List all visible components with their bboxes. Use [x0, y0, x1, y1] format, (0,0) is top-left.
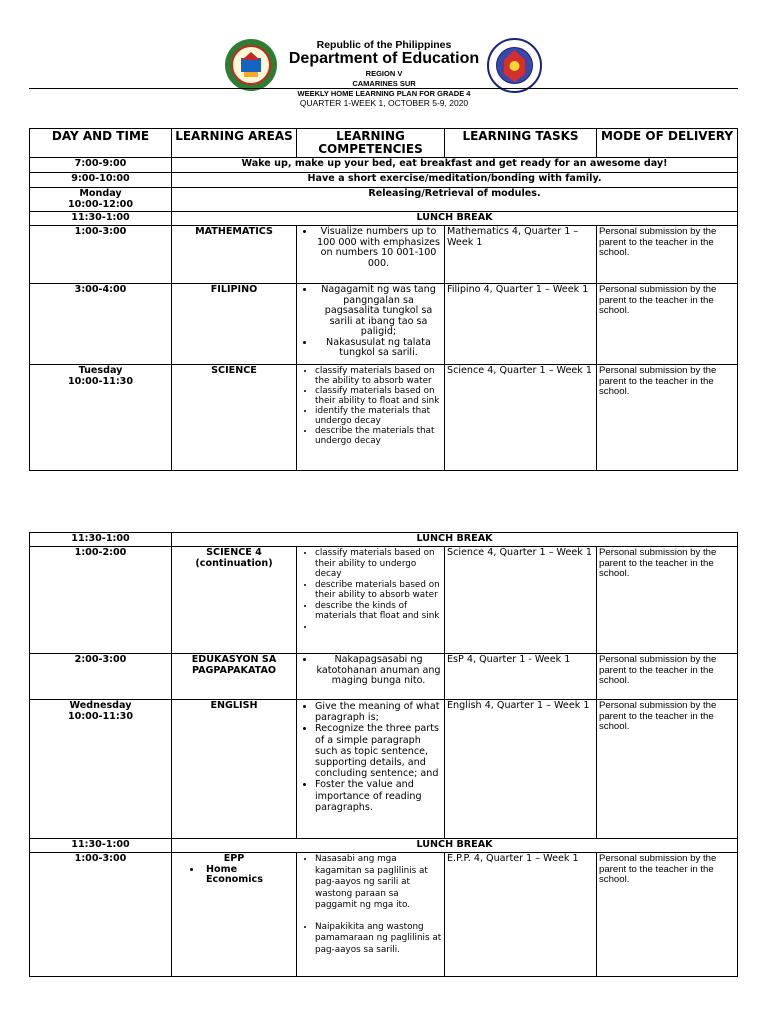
time-cell: 9:00-10:00 — [30, 173, 172, 188]
area-label: EPP — [223, 853, 245, 864]
time-cell: 11:30-1:00 — [30, 839, 172, 853]
table-row — [30, 853, 738, 977]
competency-item: • Nasasabi ang mga kagamitan sa paglilinis at pag-aayos ng sarili at wastong paraan sa paggamit ng mga ito. — [315, 854, 442, 912]
competency-item: • Give the meaning of what paragraph is; — [315, 701, 442, 723]
competency-cell — [297, 284, 445, 365]
competency-item: • Nakasusulat ng talata tungkol sa sarili. — [315, 338, 442, 359]
task-cell: Filipino 4, Quarter 1 – Week 1 — [445, 284, 597, 365]
area-sublabel: (continuation) — [195, 557, 273, 569]
task-cell: English 4, Quarter 1 – Week 1 — [445, 700, 597, 839]
mode-cell: Personal submission by the parent to the teacher in the school. — [597, 853, 738, 977]
competency-cell — [297, 654, 445, 700]
time-cell: 2:00-3:00 — [30, 654, 172, 700]
area-sublabel: PAGPAPAKATAO — [191, 664, 277, 676]
day-time-cell — [30, 700, 172, 839]
empty-bullet-list — [299, 622, 442, 633]
time-cell: 1:00-3:00 — [30, 853, 172, 977]
competency-cell — [297, 226, 445, 284]
area-sublabel: • Home Economics — [202, 865, 294, 886]
competency-item: • classify materials based on their ability to undergo decay — [315, 548, 442, 580]
republic-line: Republic of the Philippines — [316, 39, 452, 51]
table-row — [30, 547, 738, 654]
table-row — [30, 284, 738, 365]
area-label: SCIENCE 4 — [206, 547, 262, 558]
table-row — [30, 700, 738, 839]
task-cell: EsP 4, Quarter 1 - Week 1 — [445, 654, 597, 700]
weekly-plan-table-1 — [29, 128, 738, 471]
task-cell: E.P.P. 4, Quarter 1 – Week 1 — [445, 853, 597, 977]
mode-cell: Personal submission by the parent to the teacher in the school. — [597, 284, 738, 365]
task-cell: Science 4, Quarter 1 – Week 1 — [445, 547, 597, 654]
mode-cell: Personal submission by the parent to the teacher in the school. — [597, 547, 738, 654]
plan-title: WEEKLY HOME LEARNING PLAN FOR GRADE 4 — [297, 89, 471, 98]
col-competencies: LEARNING COMPETENCIES — [297, 129, 445, 158]
learning-area-cell — [172, 547, 297, 654]
time-cell: 3:00-4:00 — [30, 284, 172, 365]
competency-item: • Foster the value and importance of reading paragraphs. — [315, 779, 442, 813]
area-label: EDUKASYON SA — [191, 654, 277, 665]
task-cell: Mathematics 4, Quarter 1 – Week 1 — [445, 226, 597, 284]
competency-item: • Visualize numbers up to 100 000 with emphasizes on numbers 10 001-100 000. — [315, 227, 442, 269]
learning-area-cell — [172, 853, 297, 977]
competency-cell — [297, 853, 445, 977]
table-row — [30, 158, 738, 173]
lunch-break-cell: LUNCH BREAK — [172, 212, 738, 226]
table-row — [30, 188, 738, 212]
competency-item: • describe materials based on their ability to absorb water — [315, 580, 442, 601]
col-day-time: DAY AND TIME — [30, 129, 172, 158]
competency-item: • Nakapagsasabi ng katotohanan anuman ang maging bunga nito. — [315, 655, 442, 687]
competency-item: • Naipakikita ang wastong pamamaraan ng paglilinis at pag-aayos sa sarili. — [315, 922, 442, 957]
mode-cell: Personal submission by the parent to the teacher in the school. — [597, 654, 738, 700]
day-label: Wednesday — [69, 700, 132, 711]
activity-cell: Wake up, make up your bed, eat breakfast and get ready for an awesome day! — [172, 158, 738, 173]
competency-item: • describe the kinds of materials that float and sink — [315, 601, 442, 622]
table-row — [30, 533, 738, 547]
mode-cell: Personal submission by the parent to the teacher in the school. — [597, 226, 738, 284]
competency-item: • describe the materials that undergo decay — [315, 426, 442, 446]
col-mode: MODE OF DELIVERY — [597, 129, 738, 158]
day-time-cell — [30, 188, 172, 212]
learning-area-cell: FILIPINO — [172, 284, 297, 365]
time-cell: 11:30-1:00 — [30, 533, 172, 547]
time-cell: 7:00-9:00 — [30, 158, 172, 173]
day-time-cell — [30, 365, 172, 471]
empty-bullet — [315, 622, 442, 633]
col-learning-areas: LEARNING AREAS — [172, 129, 297, 158]
day-label: Tuesday — [78, 365, 123, 376]
time-label: 10:00-12:00 — [67, 198, 134, 210]
lunch-break-cell: LUNCH BREAK — [172, 533, 738, 547]
time-cell: 1:00-2:00 — [30, 547, 172, 654]
table-row — [30, 226, 738, 284]
competency-item: • classify materials based on the ability to absorb water — [315, 366, 442, 386]
table-row — [30, 173, 738, 188]
col-tasks: LEARNING TASKS — [445, 129, 597, 158]
competency-cell — [297, 700, 445, 839]
table-row — [30, 839, 738, 853]
time-label: 10:00-11:30 — [67, 375, 134, 387]
competency-cell — [297, 365, 445, 471]
competency-item: • Nagagamit ng was tang pangngalan sa pagsasalita tungkol sa sarili at ibang tao sa paligid; — [315, 285, 442, 338]
table-row — [30, 212, 738, 226]
weekly-plan-table-2 — [29, 532, 738, 977]
activity-cell: Releasing/Retrieval of modules. — [172, 188, 738, 212]
learning-area-cell: ENGLISH — [172, 700, 297, 839]
competency-cell — [297, 547, 445, 654]
mode-cell: Personal submission by the parent to the teacher in the school. — [597, 365, 738, 471]
task-cell: Science 4, Quarter 1 – Week 1 — [445, 365, 597, 471]
time-cell: 11:30-1:00 — [30, 212, 172, 226]
quarter-line: QUARTER 1-WEEK 1, OCTOBER 5-9, 2020 — [299, 98, 469, 108]
learning-area-cell — [172, 654, 297, 700]
region-line: REGION V — [365, 69, 403, 78]
table-header-row — [30, 129, 738, 158]
department-name: Department of Education — [288, 50, 480, 67]
table-row — [30, 365, 738, 471]
mode-cell: Personal submission by the parent to the teacher in the school. — [597, 700, 738, 839]
lunch-break-cell: LUNCH BREAK — [172, 839, 738, 853]
learning-area-cell: SCIENCE — [172, 365, 297, 471]
time-label: 10:00-11:30 — [67, 710, 134, 722]
division-line: CAMARINES SUR — [352, 79, 416, 88]
competency-item: • Recognize the three parts of a simple paragraph such as topic sentence, supporting details, and concluding sentence; and — [315, 723, 442, 779]
table-row — [30, 654, 738, 700]
learning-area-cell: MATHEMATICS — [172, 226, 297, 284]
activity-cell: Have a short exercise/meditation/bonding with family. — [172, 173, 738, 188]
area-sub-list — [174, 865, 294, 886]
time-cell: 1:00-3:00 — [30, 226, 172, 284]
competency-item: • identify the materials that undergo decay — [315, 406, 442, 426]
competency-item: • classify materials based on their ability to float and sink — [315, 386, 442, 406]
day-label: Monday — [79, 188, 122, 199]
